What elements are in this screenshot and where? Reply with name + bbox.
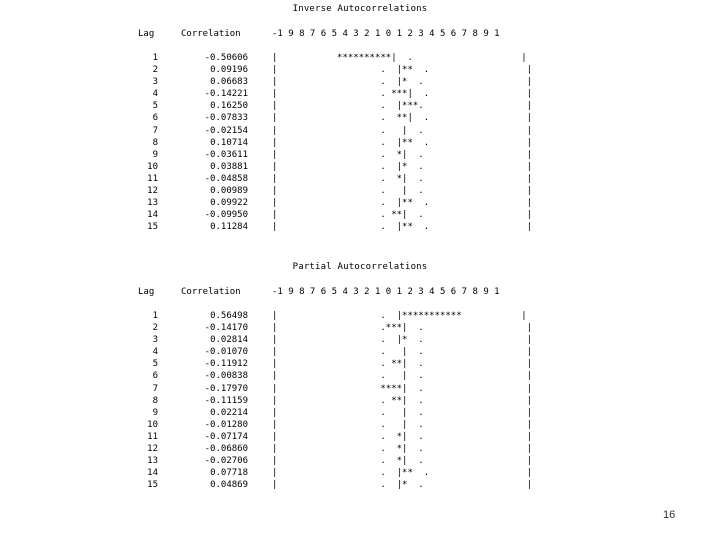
ascii-bar: | . |* . |: [272, 161, 533, 172]
lag-value: 2: [152, 65, 158, 76]
lag-value: 8: [152, 395, 158, 406]
lag-value: 15: [147, 480, 158, 491]
table-row: [0, 173, 720, 185]
correlation-value: -0.07833: [204, 113, 248, 124]
ascii-bar: | . *| . |: [272, 431, 533, 442]
lag-value: 15: [147, 222, 158, 233]
ascii-bar: | . |** . |: [272, 137, 533, 148]
lag-value: 4: [152, 347, 158, 358]
table-row: [0, 419, 720, 431]
lag-value: 3: [152, 335, 158, 346]
table-row: [0, 310, 720, 322]
table-row: [0, 52, 720, 64]
table-row: [0, 431, 720, 443]
correlation-value: -0.11912: [204, 359, 248, 370]
ascii-bar: | . **| . |: [272, 210, 533, 221]
partial-header-correlation: Correlation: [181, 287, 241, 297]
correlation-value: -0.03611: [204, 149, 248, 160]
correlation-value: -0.50606: [204, 53, 248, 63]
correlation-value: -0.01280: [204, 419, 248, 430]
correlation-value: -0.11159: [204, 395, 248, 406]
ascii-bar: | . *| . |: [272, 149, 533, 160]
correlation-value: -0.14221: [204, 89, 248, 100]
correlation-value: 0.00989: [210, 186, 248, 197]
table-row: [0, 479, 720, 491]
lag-value: 5: [152, 101, 158, 112]
partial-header-scale: -1 9 8 7 6 5 4 3 2 1 0 1 2 3 4 5 6 7 8 9 1: [272, 287, 500, 297]
lag-value: 13: [147, 456, 158, 467]
table-row: [0, 64, 720, 76]
ascii-bar: | . |* . |: [272, 77, 533, 88]
correlation-value: 0.02814: [210, 335, 248, 346]
ascii-bar: | **********| . |: [272, 53, 527, 63]
table-row: [0, 358, 720, 370]
table-row: [0, 197, 720, 209]
lag-value: 9: [152, 149, 158, 160]
table-row: [0, 383, 720, 395]
lag-value: 7: [152, 125, 158, 136]
table-row: [0, 443, 720, 455]
table-row: [0, 322, 720, 334]
ascii-bar: | . | . |: [272, 371, 533, 382]
table-row: [0, 209, 720, 221]
table-row: [0, 112, 720, 124]
lag-value: 12: [147, 444, 158, 455]
ascii-bar: | . |***. |: [272, 101, 533, 112]
lag-value: 7: [152, 383, 158, 394]
ascii-bar: | . **| . |: [272, 113, 533, 124]
lag-value: 11: [147, 173, 158, 184]
lag-value: 10: [147, 419, 158, 430]
table-row: [0, 407, 720, 419]
correlation-value: -0.04858: [204, 173, 248, 184]
table-row: [0, 185, 720, 197]
inverse-header-scale: -1 9 8 7 6 5 4 3 2 1 0 1 2 3 4 5 6 7 8 9 1: [272, 29, 500, 39]
partial-header-lag: Lag: [138, 287, 155, 297]
lag-value: 1: [152, 311, 158, 321]
correlation-value: -0.14170: [204, 323, 248, 334]
correlation-value: 0.10714: [210, 137, 248, 148]
correlation-value: 0.06683: [210, 77, 248, 88]
correlation-value: 0.04869: [210, 480, 248, 491]
table-row: [0, 370, 720, 382]
lag-value: 5: [152, 359, 158, 370]
partial-title: Partial Autocorrelations: [292, 262, 428, 272]
lag-value: 2: [152, 323, 158, 334]
lag-value: 9: [152, 407, 158, 418]
table-row: [0, 125, 720, 137]
lag-value: 1: [152, 53, 158, 63]
ascii-bar: | . **| . |: [272, 359, 533, 370]
lag-value: 8: [152, 137, 158, 148]
table-row: [0, 467, 720, 479]
ascii-bar: | . | . |: [272, 347, 533, 358]
inverse-header-correlation: Correlation: [181, 29, 241, 39]
ascii-bar: | . |*********** |: [272, 311, 527, 321]
ascii-bar: | . |** . |: [272, 222, 533, 233]
lag-value: 4: [152, 89, 158, 100]
table-row: [0, 76, 720, 88]
lag-value: 12: [147, 186, 158, 197]
lag-value: 6: [152, 113, 158, 124]
ascii-bar: | . |** . |: [272, 468, 533, 479]
ascii-bar: | . | . |: [272, 407, 533, 418]
correlation-value: 0.09922: [210, 198, 248, 209]
ascii-bar: | . *| . |: [272, 456, 533, 467]
correlation-value: -0.07174: [204, 431, 248, 442]
table-row: [0, 100, 720, 112]
correlation-value: 0.02214: [210, 407, 248, 418]
inverse-rows: [0, 52, 720, 233]
ascii-bar: | . *| . |: [272, 173, 533, 184]
ascii-bar: | . | . |: [272, 419, 533, 430]
ascii-bar: | .***| . |: [272, 323, 533, 334]
ascii-bar: | ****| . |: [272, 383, 533, 394]
lag-value: 14: [147, 468, 158, 479]
ascii-bar: | . | . |: [272, 125, 533, 136]
correlation-value: 0.09196: [210, 65, 248, 76]
table-row: [0, 346, 720, 358]
table-row: [0, 137, 720, 149]
lag-value: 14: [147, 210, 158, 221]
correlation-value: -0.01070: [204, 347, 248, 358]
lag-value: 3: [152, 77, 158, 88]
correlation-value: -0.02154: [204, 125, 248, 136]
ascii-bar: | . |* . |: [272, 480, 533, 491]
inverse-title: Inverse Autocorrelations: [292, 4, 428, 14]
correlation-value: -0.00838: [204, 371, 248, 382]
lag-value: 13: [147, 198, 158, 209]
correlation-value: 0.56498: [210, 311, 248, 321]
table-row: [0, 455, 720, 467]
partial-rows: [0, 310, 720, 491]
ascii-bar: | . **| . |: [272, 395, 533, 406]
correlation-value: 0.11284: [210, 222, 248, 233]
table-row: [0, 395, 720, 407]
table-row: [0, 161, 720, 173]
correlation-value: 0.16250: [210, 101, 248, 112]
inverse-header-lag: Lag: [138, 29, 155, 39]
correlation-value: 0.03881: [210, 161, 248, 172]
correlation-value: -0.09950: [204, 210, 248, 221]
correlation-value: -0.02706: [204, 456, 248, 467]
ascii-bar: | . |** . |: [272, 198, 533, 209]
correlation-value: -0.06860: [204, 444, 248, 455]
lag-value: 10: [147, 161, 158, 172]
table-row: [0, 334, 720, 346]
ascii-bar: | . ***| . |: [272, 89, 533, 100]
table-row: [0, 221, 720, 233]
ascii-bar: | . | . |: [272, 186, 533, 197]
table-row: [0, 88, 720, 100]
ascii-bar: | . *| . |: [272, 444, 533, 455]
table-row: [0, 149, 720, 161]
correlation-value: -0.17970: [204, 383, 248, 394]
ascii-bar: | . |* . |: [272, 335, 533, 346]
lag-value: 11: [147, 431, 158, 442]
ascii-bar: | . |** . |: [272, 65, 533, 76]
page-number: 16: [663, 509, 676, 521]
correlation-value: 0.07718: [210, 468, 248, 479]
lag-value: 6: [152, 371, 158, 382]
